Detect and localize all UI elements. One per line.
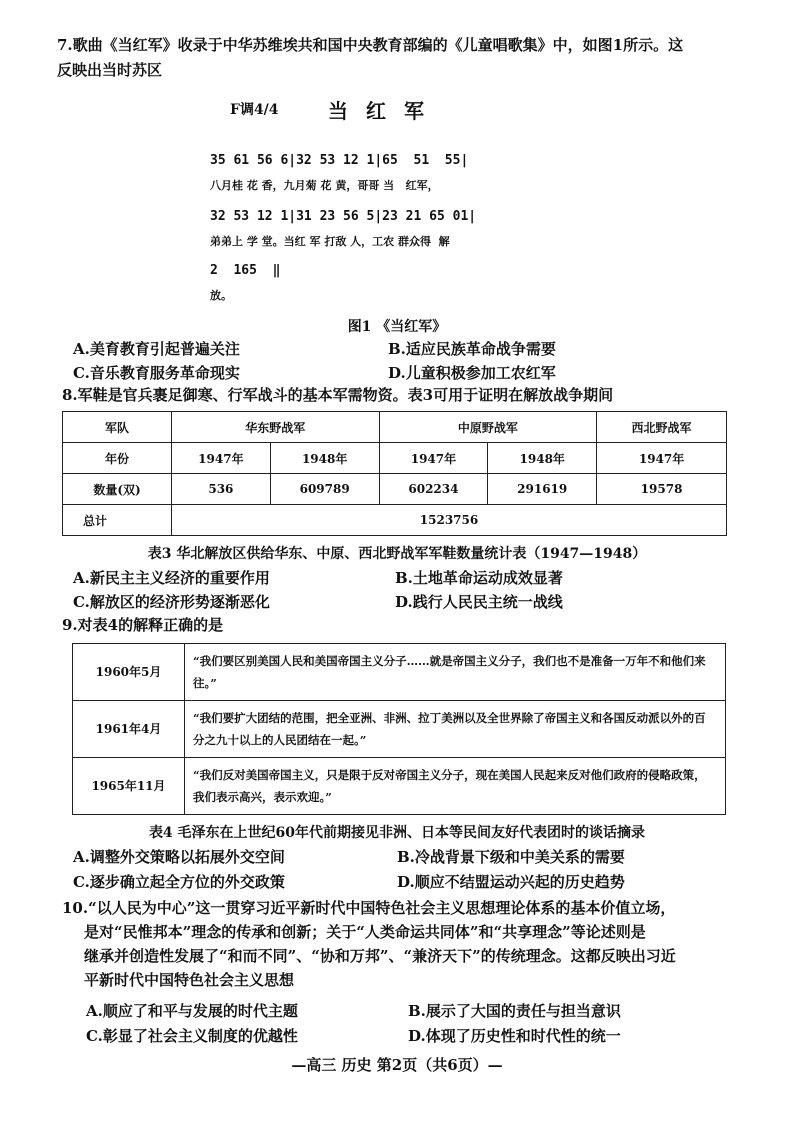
t3-count-cell: 291619: [488, 474, 597, 505]
q9-option-d[interactable]: D.顺应不结盟运动兴起的历史趋势: [397, 873, 625, 891]
q7-option-b[interactable]: B.适应民族革命战争需要: [388, 340, 556, 358]
sheet-notes-line3: 2 165 ‖: [210, 263, 281, 278]
q8-option-d[interactable]: D.践行人民民主统一战线: [395, 593, 563, 611]
sheet-notes-line2: 32 53 12 1|31 23 56 5|23 21 65 01|: [210, 209, 477, 224]
q8-option-b[interactable]: B.土地革命运动成效显著: [395, 569, 563, 587]
q8-option-c[interactable]: C.解放区的经济形势逐渐恶化: [73, 593, 270, 611]
t3-army-header: 军队: [63, 412, 172, 443]
t3-count-header: 数量(双): [63, 474, 172, 505]
page-footer: —高三 历史 第2页（共6页）—: [291, 1056, 503, 1074]
q10-option-d[interactable]: D.体现了历史性和时代性的统一: [408, 1027, 621, 1045]
t4-quote: “我们要扩大团结的范围，把全亚洲、非洲、拉丁美洲以及全世界除了帝国主义和各国反动派以外的百分之九十以上的人民团结在一起。”: [185, 701, 726, 758]
sheet-title: 当红军: [328, 99, 442, 123]
sheet-lyrics-line3: 放。: [210, 289, 232, 302]
q8-stem: 8.军鞋是官兵裹足御寒、行军战斗的基本军需物资。表3可用于证明在解放战争期间: [62, 386, 614, 404]
t4-quote: “我们反对美国帝国主义，只是限于反对帝国主义分子，现在美国人民起来反对他们政府的侵略政策，我们表示高兴，表示欢迎。”: [185, 758, 726, 815]
table3: [62, 411, 727, 536]
t4-date: 1960年5月: [73, 644, 185, 701]
t3-count-cell: 19578: [597, 474, 727, 505]
q9-option-b[interactable]: B.冷战背景下级和中美关系的需要: [397, 848, 625, 866]
q10-option-b[interactable]: B.展示了大国的责任与担当意识: [408, 1002, 621, 1020]
t3-year-cell: 1948年: [488, 443, 597, 474]
q10-option-a[interactable]: A.顺应了和平与发展的时代主题: [86, 1002, 298, 1020]
q9-stem: 9.对表4的解释正确的是: [62, 616, 224, 634]
q10-stem-line1: 10.“以人民为中心”这一贯穿习近平新时代中国特色社会主义思想理论体系的基本价值立场，: [62, 899, 676, 917]
t4-date: 1965年11月: [73, 758, 185, 815]
t3-total-value: 1523756: [172, 505, 727, 536]
q10-stem: [62, 896, 762, 992]
q10-stem-line3: 继承并创造性发展了“和而不同”、“协和万邦”、“兼济天下”的传统理念。这都反映出习近: [84, 947, 676, 965]
q7-option-c[interactable]: C.音乐教育服务革命现实: [73, 364, 240, 382]
q8-option-a[interactable]: A.新民主主义经济的重要作用: [73, 569, 270, 587]
t3-total-header: 总计: [63, 505, 172, 536]
t3-count-cell: 536: [172, 474, 271, 505]
q7-option-a[interactable]: A.美育教育引起普遍关注: [73, 340, 240, 358]
sheet-notes-line1: 35 61 56 6|32 53 12 1|65 51 55|: [210, 153, 469, 168]
q10-option-c[interactable]: C.彰显了社会主义制度的优越性: [86, 1027, 298, 1045]
sheet-lyrics-line2: 弟弟上 学 堂。当红 军 打敌 人，工农 群众得 解: [210, 235, 450, 248]
t3-count-cell: 609789: [270, 474, 379, 505]
t3-year-cell: 1947年: [379, 443, 488, 474]
t3-year-cell: 1948年: [270, 443, 379, 474]
q9-option-c[interactable]: C.逐步确立起全方位的外交政策: [73, 873, 285, 891]
t3-year-header: 年份: [63, 443, 172, 474]
q7-stem-line1: 7.歌曲《当红军》收录于中华苏维埃共和国中央教育部编的《儿童唱歌集》中，如图1所示。这: [57, 36, 684, 54]
q10-stem-line2: 是对“民惟邦本”理念的传承和创新；关于“人类命运共同体”和“共享理念”等论述则是: [84, 923, 646, 941]
t4-date: 1961年4月: [73, 701, 185, 758]
q9-option-a[interactable]: A.调整外交策略以拓展外交空间: [73, 848, 285, 866]
sheet-key: F调4/4: [230, 102, 279, 118]
t3-count-cell: 602234: [379, 474, 488, 505]
q7-option-d[interactable]: D.儿童积极参加工农红军: [388, 364, 556, 382]
table4: [72, 643, 726, 815]
sheet-music-figure: [210, 95, 560, 310]
table3-caption: 表3 华北解放区供给华东、中原、西北野战军军鞋数量统计表（1947—1948）: [147, 546, 647, 562]
t3-army-central: 中原野战军: [379, 412, 597, 443]
table4-caption: 表4 毛泽东在上世纪60年代前期接见非洲、日本等民间友好代表团时的谈话摘录: [148, 825, 646, 841]
q10-stem-line4: 平新时代中国特色社会主义思想: [84, 971, 295, 989]
t3-army-east: 华东野战军: [172, 412, 380, 443]
figure1-caption: 图1 《当红军》: [347, 319, 447, 335]
sheet-lyrics-line1: 八月桂 花 香，九月菊 花 黄，哥哥 当 红军，: [210, 179, 439, 192]
t3-year-cell: 1947年: [172, 443, 271, 474]
q7-stem: [57, 33, 757, 83]
t4-quote: “我们要区别美国人民和美国帝国主义分子……就是帝国主义分子，我们也不是准备一万年不和他们来往。”: [185, 644, 726, 701]
q7-stem-line2: 反映出当时苏区: [57, 61, 163, 79]
t3-army-northwest: 西北野战军: [597, 412, 727, 443]
t3-year-cell: 1947年: [597, 443, 727, 474]
